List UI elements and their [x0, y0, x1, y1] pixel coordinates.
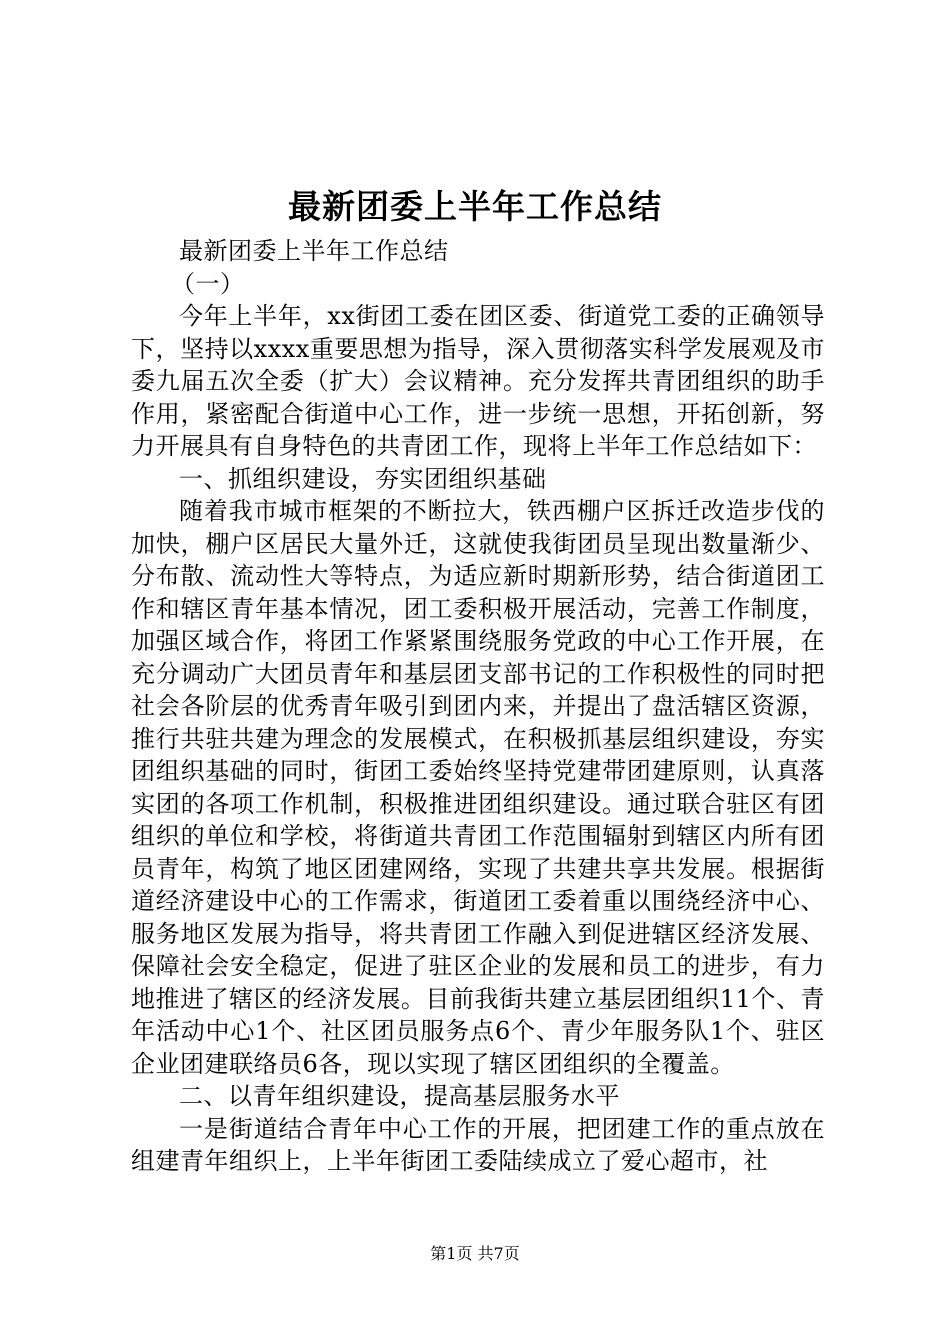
document-body [131, 235, 825, 1178]
section-1-paragraph: 随着我市城市框架的不断拉大，铁西棚户区拆迁改造步伐的加快，棚户区居民大量外迁，这就使我街团员呈现出数量渐少、分布散、流动性大等特点，为适应新时期新形势，结合街道团工作和辖区青年基本情况，团工委积极开展活动，完善工作制度，加强区域合作，将团工作紧紧围绕服务党政的中心工作开展，在充分调动广大团员青年和基层团支部书记的工作积极性的同时把社会各阶层的优秀青年吸引到团内来，并提出了盘活辖区资源，推行共驻共建为理念的发展模式，在积极抓基层组织建设，夯实团组织基础的同时，街团工委始终坚持党建带团建原则，认真落实团的各项工作机制，积极推进团组织建设。通过联合驻区有团组织的单位和学校，将街道共青团工作范围辐射到辖区内所有团员青年，构筑了地区团建网络，实现了共建共享共发展。根据街道经济建设中心的工作需求，街道团工委着重以围绕经济中心、服务地区发展为指导，将共青团工作融入到促进辖区经济发展、保障社会安全稳定，促进了驻区企业的发展和员工的进步，有力地推进了辖区的经济发展。目前我街共建立基层团组织11个、青年活动中心1个、社区团员服务点6个、青少年服务队1个、驻区企业团建联络员6各，现以实现了辖区团组织的全覆盖。 [131, 497, 825, 1078]
section-2-paragraph: 一是街道结合青年中心工作的开展，把团建工作的重点放在组建青年组织上，上半年街团工委陆续成立了爱心超市，社 [131, 1114, 825, 1175]
section-heading-2: 二、以青年组织建设，提高基层服务水平 [179, 1082, 620, 1110]
page-footer: 第1页 共7页 [430, 1244, 520, 1263]
section-heading-1: 一、抓组织建设，夯实团组织基础 [179, 464, 547, 493]
intro-paragraph: 今年上半年，xx街团工委在团区委、街道党工委的正确领导下，坚持以xxxx重要思想为指导，深入贯彻落实科学发展观及市委九届五次全委（扩大）会议精神。充分发挥共青团组织的助手作用，紧密配合街道中心工作，进一步统一思想，开拓创新，努力开展具有自身特色的共青团工作，现将上半年工作总结如下： [131, 302, 825, 460]
document-title: 最新团委上半年工作总结 [288, 187, 662, 226]
section-number-paragraph: （一） [171, 269, 245, 298]
subtitle-paragraph: 最新团委上半年工作总结 [179, 237, 449, 265]
